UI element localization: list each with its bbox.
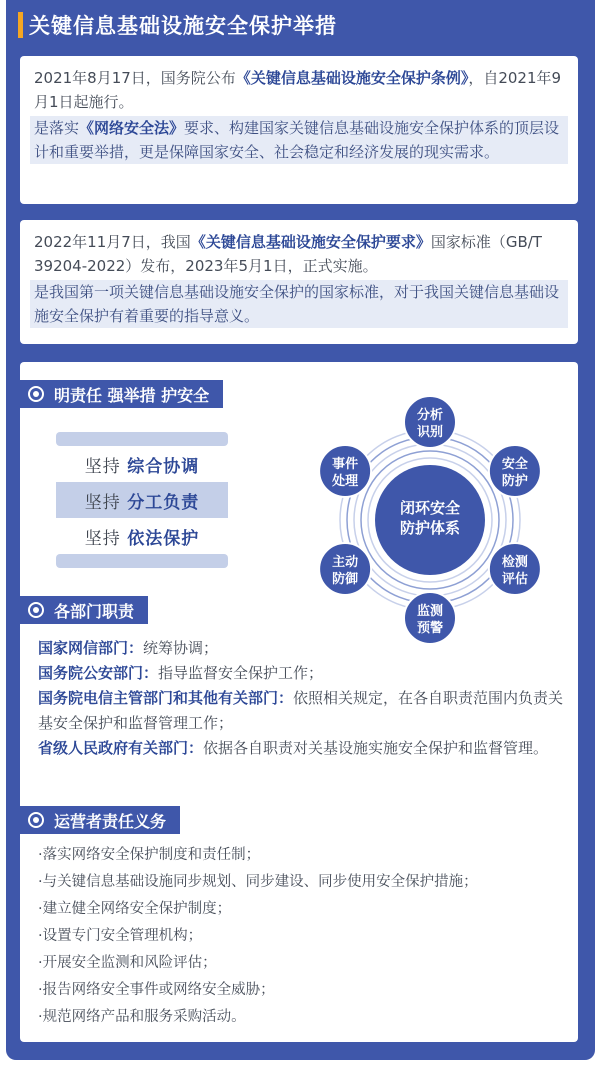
process-node-label: 安全 [501,457,528,472]
principles-top-edge [56,432,228,446]
principle-item: 坚持 分工负责 [56,482,228,518]
principle-item: 坚持 依法保护 [84,528,200,549]
section-departments-label [18,596,148,624]
regulation-text [34,66,564,114]
regulation-note: 是落实《网络安全法》要求、构建国家关键信息基础设施安全保护体系的顶层设计和重要举措，更是保障国家安全、社会稳定和经济发展的现实需求。 [30,116,568,164]
target-icon [28,386,44,402]
process-node-label: 监测 [416,604,444,619]
obligation-item: ·落实网络安全保护制度和责任制； [38,847,261,863]
title-accent-bar [18,12,23,38]
center-label-line1: 闭环安全 [399,499,461,517]
process-node-label: 检测 [501,555,528,570]
obligation-item: ·开展安全监测和风险评估； [38,955,217,971]
process-node-label: 预警 [416,621,444,636]
regulation-effective: ，自2021年9月1日起施行。 [34,69,562,111]
principles-list [56,432,228,568]
standard-date: 2022年11月7日，我国 [34,233,191,251]
section-departments-text: 各部门职责 [54,601,135,621]
operator-obligations [38,842,568,1031]
department-duties [38,636,568,761]
process-node-label: 识别 [416,425,444,440]
cybersecurity-law: 《网络安全法》 [79,119,185,137]
standard-effective: 国家标准（GB/T 39204-2022）发布，2023年5月1日，正式实施。 [34,233,542,275]
standard-text [34,230,564,278]
target-icon [28,602,44,618]
obligation-item: ·规范网络产品和服务采购活动。 [38,1009,246,1025]
regulation-card [20,56,578,204]
section-responsibility-text: 明责任 强举措 护安全 [54,385,210,405]
process-node-label: 主动 [332,555,359,570]
process-node-label: 分析 [416,408,444,423]
center-label-line2: 防护体系 [399,519,461,537]
section-operators-text: 运营者责任义务 [54,811,167,831]
obligation-item: ·与关键信息基础设施同步规划、同步建设、同步使用安全保护措施； [38,874,478,890]
obligation-item: ·报告网络安全事件或网络安全威胁； [38,982,275,998]
target-icon [28,812,44,828]
process-node-label: 防御 [332,572,359,587]
process-node-label: 评估 [501,572,528,587]
standard-title: 《关键信息基础设施安全保护要求》 [190,233,431,251]
process-node-label: 处理 [332,474,359,489]
duty-item: 省级人民政府有关部门：依据各自职责对关基设施实施安全保护和监督管理。 [38,739,549,757]
section-operators-label [18,806,180,834]
regulation-title: 《关键信息基础设施安全保护条例》 [235,69,469,87]
duty-item: 国务院电信主管部门和其他有关部门：依照相关规定，在各自职责范围内负责关基安全保护和监督管理工作； [38,689,564,732]
page-title-text: 关键信息基础设施安全保护举措 [29,14,337,38]
section-responsibility-label [18,380,223,408]
standard-note: 是我国第一项关键信息基础设施安全保护的国家标准，对于我国关键信息基础设施安全保护有着重要的指导意义。 [30,280,568,328]
regulation-date: 2021年8月17日，国务院公布 [34,69,236,87]
obligation-item: ·设置专门安全管理机构； [38,928,203,944]
principle-item: 坚持 综合协调 [84,456,200,477]
principles-bottom-edge [56,554,228,568]
obligation-item: ·建立健全网络安全保护制度； [38,901,232,917]
page-title [18,8,337,42]
standard-card [20,220,578,344]
closed-loop-diagram [300,392,560,648]
duty-item: 国务院公安部门：指导监督安全保护工作； [38,664,324,682]
process-node-label: 防护 [501,474,528,489]
process-node-label: 事件 [332,457,359,472]
duty-item: 国家网信部门：统筹协调； [38,639,219,657]
